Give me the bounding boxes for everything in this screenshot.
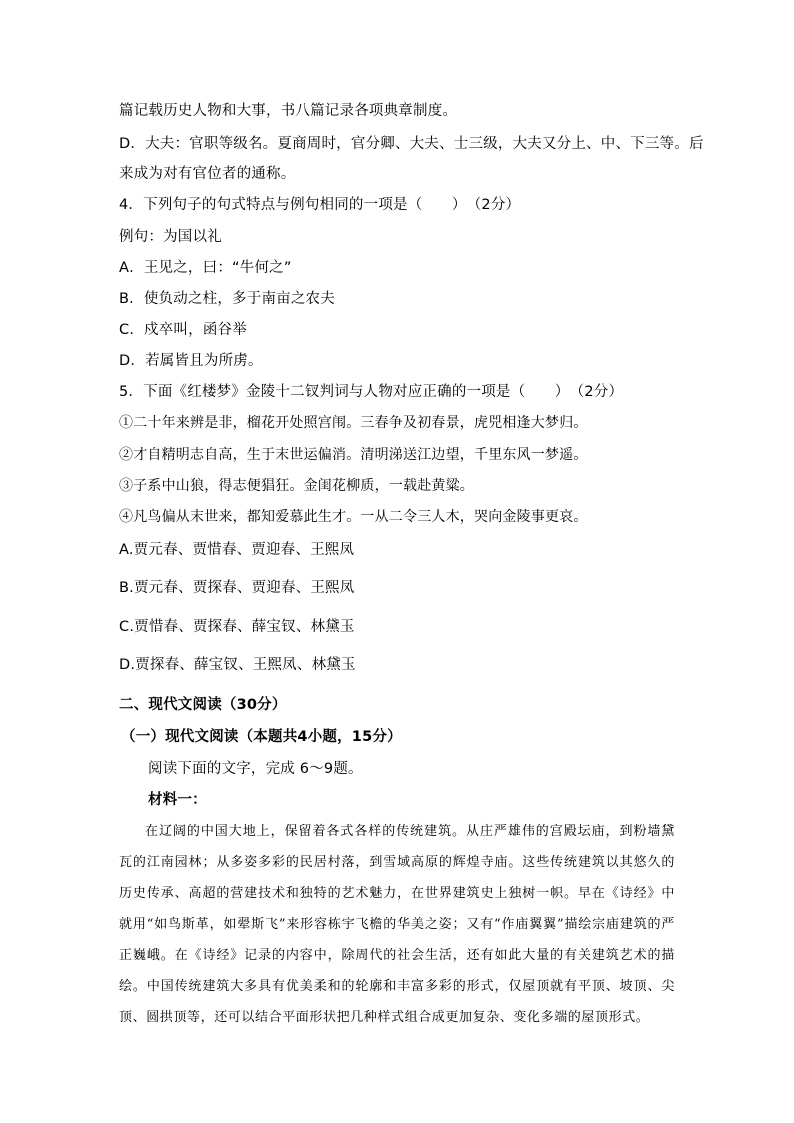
poem-2: ②才自精明志自高，生于末世运偏消。清明涕送江边望，千里东风一梦遥。 <box>119 447 588 463</box>
material-paragraph: 在辽阔的中国大地上，保留着各式各样的传统建筑。从庄严雄伟的宫殿坛庙，到粉墙黛瓦的江南园林；从多姿多彩的民居村落，到雪域高原的辉煌寺庙。这些传统建筑以其悠久的历史传承、高超的营建技术和独特的艺术魅力，在世界建筑史上独树一帜。早在《诗经》中就用“如鸟斯革，如翚斯飞”来形容栋宇飞檐的华美之姿；又有“作庙翼翼”描绘宗庙建筑的严正巍峨。在《诗经》记录的内容中，除周代的社会生活，还有如此大量的有关建筑艺术的描绘。中国传统建筑大多具有优美柔和的轮廓和丰富多彩的形式，仅屋顶就有平顶、坡顶、尖顶、圆拱顶等，还可以结合平面形状把几种样式组合成更加复杂、变化多端的屋顶形式。 <box>119 824 675 1025</box>
question-5-option-c: C.贾惜春、贾探春、薛宝钗、林黛玉 <box>119 619 355 635</box>
material-title: 材料一： <box>148 792 207 808</box>
text-line: 来成为对有官位者的通称。 <box>119 166 296 182</box>
section-heading: 二、现代文阅读（30分） <box>119 697 287 713</box>
poem-3: ③子系中山狼，得志便猖狂。金闺花柳质，一载赴黄粱。 <box>119 478 474 494</box>
reading-instruction: 阅读下面的文字，完成 6～9题。 <box>148 761 363 777</box>
question-5-option-b: B.贾元春、贾探春、贾迎春、王熙凤 <box>119 580 355 596</box>
option-d-explanation: D．大夫：官职等级名。夏商周时，官分卿、大夫、士三级，大夫又分上、中、下三等。后 <box>119 136 704 152</box>
text-line: 篇记载历史人物和大事，书八篇记录各项典章制度。 <box>119 103 458 119</box>
question-4-option-c: C．戍卒叫，函谷举 <box>119 322 247 338</box>
question-4-option-b: B．使负动之柱，多于南亩之农夫 <box>119 291 335 307</box>
question-5: 5．下面《红楼梦》金陵十二钗判词与人物对应正确的一项是（ ） （2分） <box>119 384 624 400</box>
subsection-heading: （一）现代文阅读（本题共4小题，15分） <box>121 729 402 745</box>
material-body <box>119 816 675 1033</box>
poem-4: ④凡鸟偏从末世来，都知爱慕此生才。一从二令三人木，哭向金陵事更哀。 <box>119 509 588 525</box>
question-5-option-d: D.贾探春、薛宝钗、王熙凤、林黛玉 <box>119 657 356 673</box>
question-4: 4．下列句子的句式特点与例句相同的一项是（ ） （2分） <box>119 197 521 213</box>
question-4-option-a: A．王见之，曰：“牛何之” <box>119 260 292 276</box>
question-4-option-d: D．若属皆且为所虏。 <box>119 353 263 369</box>
question-5-option-a: A.贾元春、贾惜春、贾迎春、王熙凤 <box>119 542 355 558</box>
question-4-example: 例句：为国以礼 <box>119 229 222 245</box>
poem-1: ①二十年来辨是非，榴花开处照宫闱。三春争及初春景，虎兕相逢大梦归。 <box>119 415 588 431</box>
